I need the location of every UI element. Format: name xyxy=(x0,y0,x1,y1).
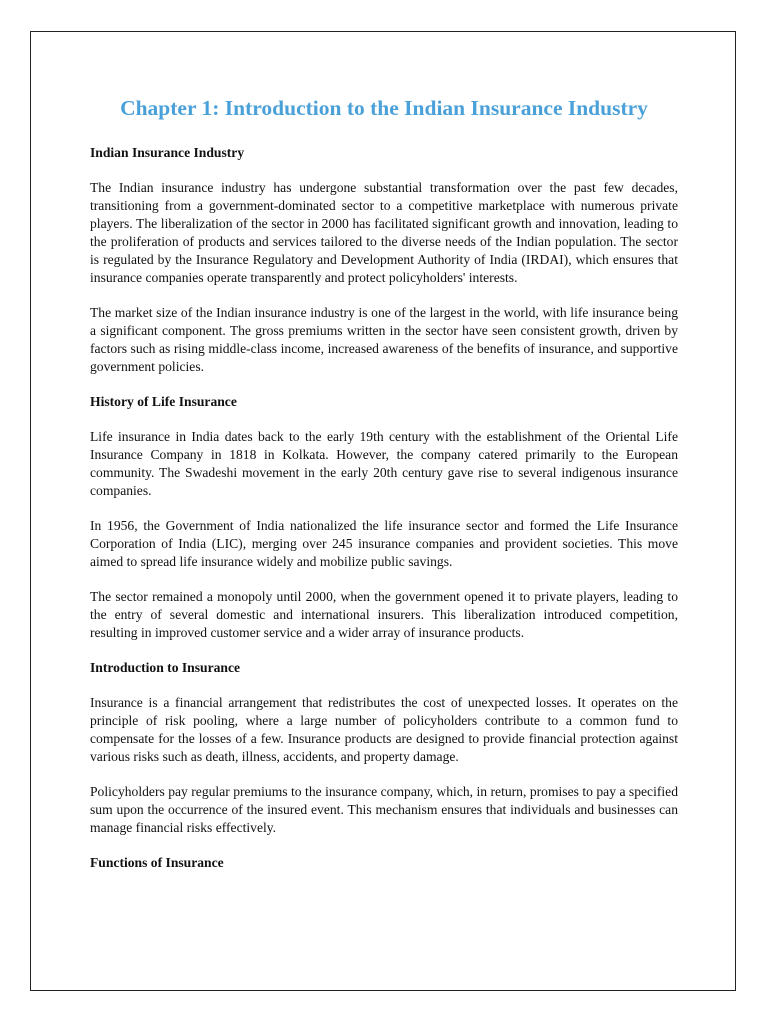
paragraph: Insurance is a financial arrangement that redistributes the cost of unexpected losses. It operates on the principle of risk pooling, where a large number of policyholders contribute to a common fund to compensate for the losses of a few. Insurance products are designed to provide financial protection against various risks such as death, illness, accidents, and property damage. xyxy=(90,695,678,764)
document-page xyxy=(30,31,736,991)
section-heading-history-of-life-insurance: History of Life Insurance xyxy=(90,394,237,409)
section-heading-introduction-to-insurance: Introduction to Insurance xyxy=(90,660,241,675)
paragraph: The Indian insurance industry has undergone substantial transformation over the past few decades, transitioning from a government-dominated sector to a competitive marketplace with numerous private players. The liberalization of the sector in 2000 has facilitated significant growth and innovation, leading to the proliferation of products and services tailored to the diverse needs of the Indian population. The sector is regulated by the Insurance Regulatory and Development Authority of India (IRDAI), which ensures that insurance companies operate transparently and protect policyholders' interests. xyxy=(90,180,678,285)
paragraph: The sector remained a monopoly until 2000, when the government opened it to private players, leading to the entry of several domestic and international insurers. This liberalization introduced competition, resulting in improved customer service and a wider array of insurance products. xyxy=(90,589,678,640)
paragraph: The market size of the Indian insurance industry is one of the largest in the world, with life insurance being a significant component. The gross premiums written in the sector have seen consistent growth, driven by factors such as rising middle-class income, increased awareness of the benefits of insurance, and supportive government policies. xyxy=(90,305,678,374)
chapter-title: Chapter 1: Introduction to the Indian Insurance Industry xyxy=(120,96,648,120)
section-heading-functions-of-insurance: Functions of Insurance xyxy=(90,855,224,870)
page-content xyxy=(90,94,678,889)
paragraph: Policyholders pay regular premiums to the insurance company, which, in return, promises to pay a specified sum upon the occurrence of the insured event. This mechanism ensures that individuals and businesses can manage financial risks effectively. xyxy=(90,784,678,835)
section-heading-indian-insurance-industry: Indian Insurance Industry xyxy=(90,145,245,160)
paragraph: Life insurance in India dates back to the early 19th century with the establishment of the Oriental Life Insurance Company in 1818 in Kolkata. However, the company catered primarily to the European community. The Swadeshi movement in the early 20th century gave rise to several indigenous insurance companies. xyxy=(90,429,678,498)
paragraph: In 1956, the Government of India nationalized the life insurance sector and formed the Life Insurance Corporation of India (LIC), merging over 245 insurance companies and provident societies. This move aimed to spread life insurance widely and mobilize public savings. xyxy=(90,518,678,569)
